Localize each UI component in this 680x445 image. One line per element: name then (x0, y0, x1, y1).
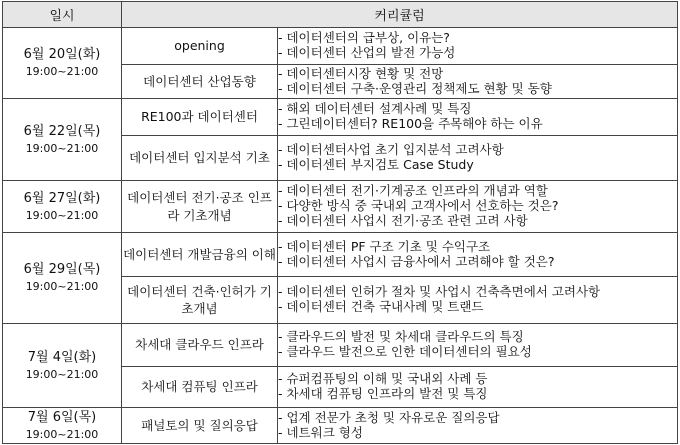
detail-line: - 데이터센터 전기·기계공조 인프라의 개념과 역할 (278, 184, 677, 199)
topic-title: 데이터센터 입지분석 기초 (122, 136, 278, 181)
session-time: 19:00~21:00 (25, 208, 99, 222)
detail-line: - 다양한 방식 중 국내외 고객사에서 선호하는 것은? (278, 199, 677, 214)
topic-details (278, 233, 678, 277)
session-time: 19:00~21:00 (25, 427, 99, 441)
detail-line: - 슈퍼컴퓨팅의 이해 및 국내외 사례 등 (278, 372, 677, 387)
detail-line: - 데이터센터 구축·운영관리 정책제도 현황 및 동향 (278, 82, 677, 97)
session-time: 19:00~21:00 (25, 141, 99, 155)
session-date-cell (3, 181, 122, 233)
session-date: 6월 20일(화) (23, 47, 101, 62)
topic-title: 데이터센터 개발금융의 이해 (122, 233, 278, 277)
topic-title: 차세대 컴퓨팅 인프라 (122, 367, 278, 408)
topic-title: 패널토의 및 질의응답 (122, 408, 278, 444)
header-date: 일시 (3, 2, 122, 28)
topic-details (278, 367, 678, 408)
detail-line: - 클라우드 발전으로 인한 데이터센터의 필요성 (278, 345, 677, 360)
table-row (3, 408, 678, 444)
session-date: 6월 22일(목) (23, 123, 101, 139)
table-row (3, 324, 678, 367)
topic-details (278, 136, 678, 181)
detail-line: - 데이터센터 PF 구조 기초 및 수익구조 (278, 240, 677, 255)
topic-details (278, 408, 678, 444)
session-date: 7월 4일(화) (27, 349, 97, 365)
topic-title: 데이터센터 건축·인허가 기초개념 (122, 277, 278, 324)
header-curriculum: 커리큘럼 (122, 2, 678, 28)
session-date-cell (3, 408, 122, 444)
session-date: 7월 6일(목) (27, 409, 97, 425)
topic-details (278, 99, 678, 136)
detail-line: - 클라우드의 발전 및 차세대 클라우드의 특징 (278, 330, 677, 345)
session-date: 6월 29일(목) (23, 262, 101, 277)
table-row (3, 28, 678, 65)
detail-line: - 데이터센터 인허가 절차 및 사업시 건축측면에서 고려사항 (278, 285, 677, 300)
session-time: 19:00~21:00 (25, 65, 99, 79)
session-time: 19:00~21:00 (25, 367, 99, 381)
curriculum-table (2, 1, 678, 444)
session-time: 19:00~21:00 (25, 280, 99, 294)
session-date: 6월 27일(화) (23, 190, 101, 206)
session-date-cell (3, 99, 122, 181)
detail-line: - 데이터센터 산업의 발전 가능성 (278, 46, 677, 61)
detail-line: - 해외 데이터센터 설계사례 및 특징 (278, 102, 677, 117)
topic-details (278, 324, 678, 367)
detail-line: - 데이터센터 부지검토 Case Study (278, 158, 677, 173)
header-row (3, 2, 678, 28)
topic-title: opening (122, 28, 278, 65)
topic-details (278, 28, 678, 65)
detail-line: - 네트워크 형성 (278, 426, 677, 441)
detail-line: - 데이터센터 사업시 금융사에서 고려해야 할 것은? (278, 255, 677, 270)
detail-line: - 차세대 컴퓨팅 인프라의 발전 및 특징 (278, 387, 677, 402)
topic-details (278, 181, 678, 233)
topic-details (278, 277, 678, 324)
topic-details (278, 65, 678, 99)
detail-line: - 데이터센터시장 현황 및 전망 (278, 67, 677, 82)
session-date-cell (3, 324, 122, 408)
topic-title: RE100과 데이터센터 (122, 99, 278, 136)
session-date-cell (3, 28, 122, 99)
detail-line: - 데이터센터 사업시 전기·공조 관련 고려 사항 (278, 214, 677, 229)
table-row (3, 181, 678, 233)
detail-line: - 그린데이터센터? RE100을 주목해야 하는 이유 (278, 117, 677, 132)
table-row (3, 99, 678, 136)
session-date-cell (3, 233, 122, 324)
detail-line: - 업계 전문가 초청 및 자유로운 질의응답 (278, 411, 677, 426)
topic-title: 데이터센터 전기·공조 인프라 기초개념 (122, 181, 278, 233)
table-row (3, 233, 678, 277)
detail-line: - 데이터센터사업 초기 입지분석 고려사항 (278, 143, 677, 158)
detail-line: - 데이터센터의 급부상, 이유는? (278, 31, 677, 46)
topic-title: 데이터센터 산업동향 (122, 65, 278, 99)
topic-title: 차세대 클라우드 인프라 (122, 324, 278, 367)
detail-line: - 데이터센터 건축 국내사례 및 트랜드 (278, 300, 677, 315)
